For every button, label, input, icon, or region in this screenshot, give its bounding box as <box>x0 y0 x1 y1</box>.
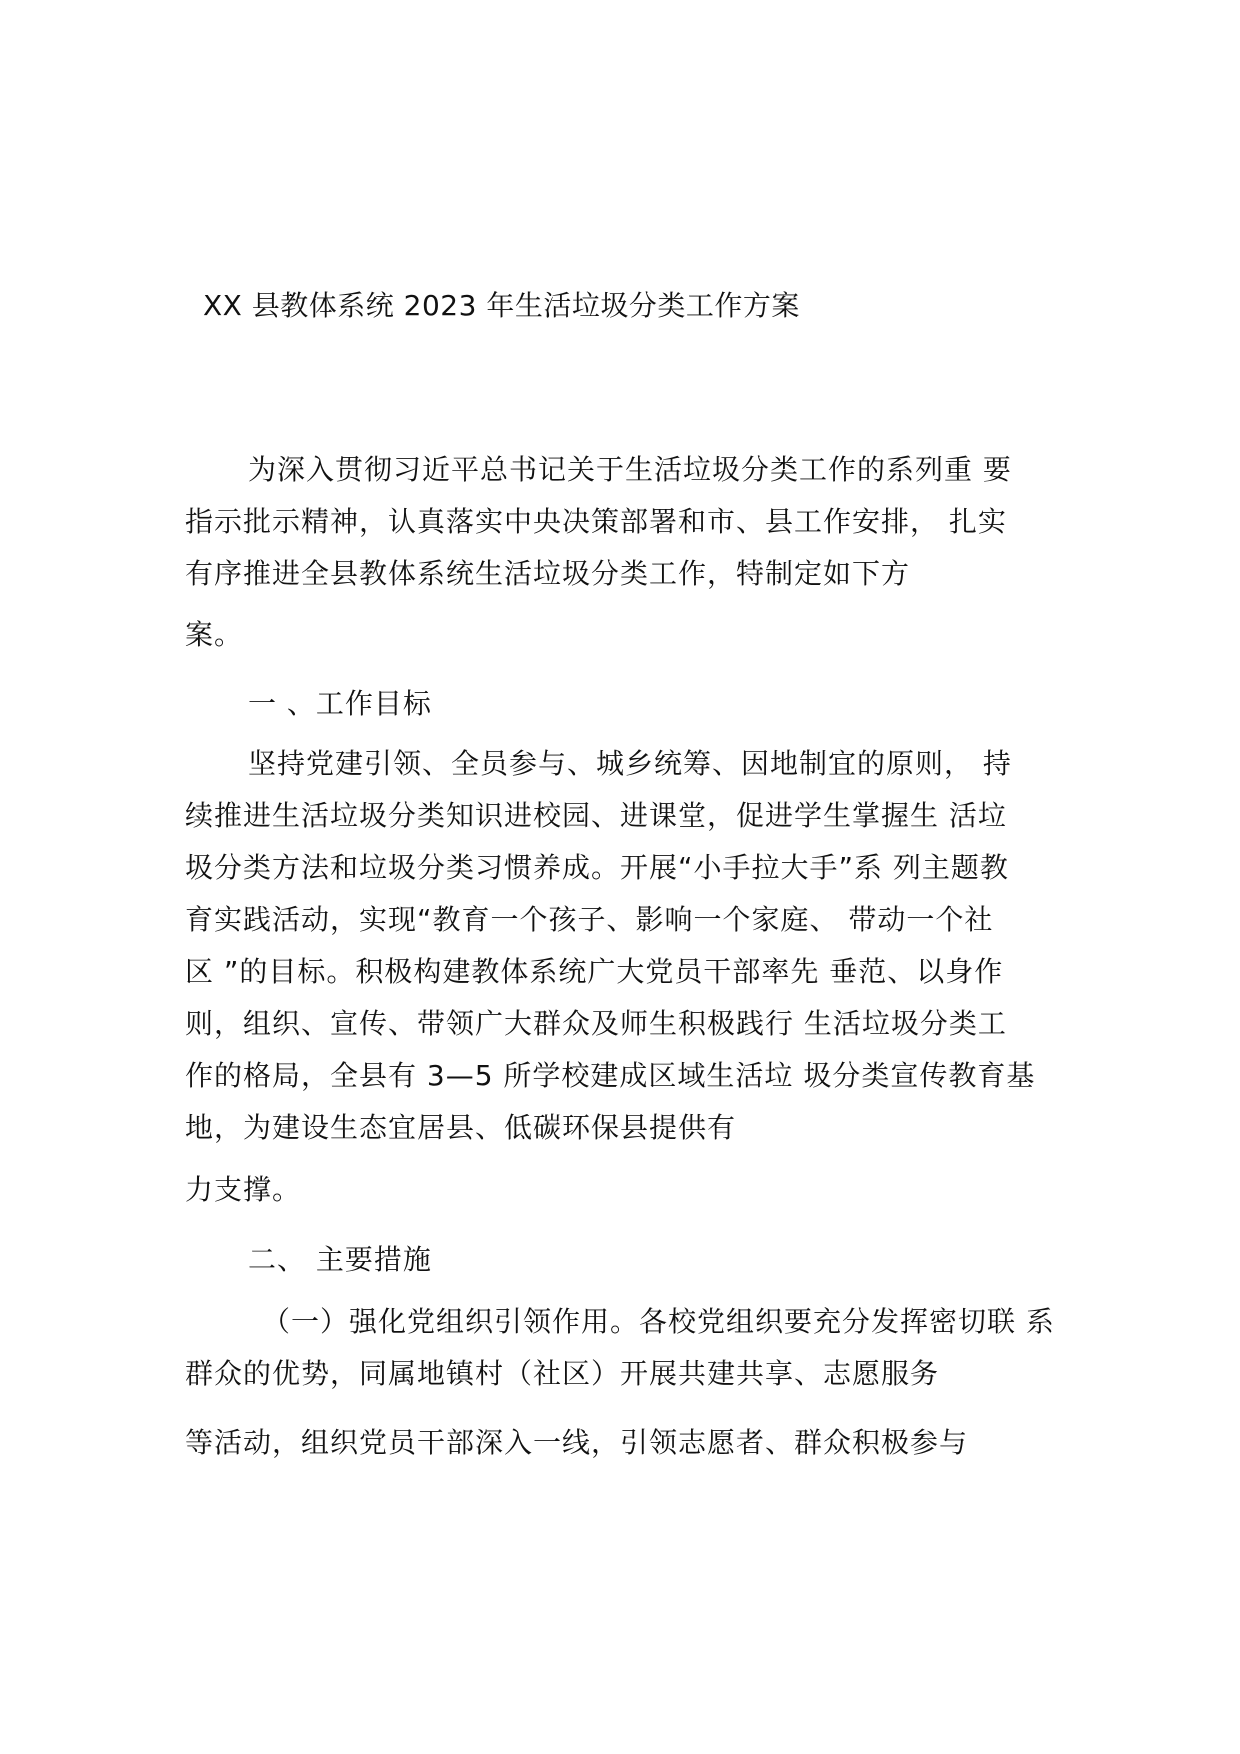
paragraph-line: 则，组织、宣传、带领广大群众及师生积极践行 生活垃圾分类工 <box>185 1007 1007 1040</box>
paragraph-line: 育实践活动，实现“教育一个孩子、影响一个家庭、 带动一个社 <box>185 903 994 936</box>
paragraph-line: 区 ”的目标。积极构建教体系统广大党员干部率先 垂范、以身作 <box>185 955 1004 988</box>
paragraph-line: 案。 <box>185 618 244 651</box>
paragraph-line: 续推进生活垃圾分类知识进校园、进课堂，促进学生掌握生 活垃 <box>185 799 1007 832</box>
paragraph-line: 坚持党建引领、全员参与、城乡统筹、因地制宜的原则， 持 <box>248 747 1012 780</box>
paragraph-line: （一）强化党组织引领作用。各校党组织要充分发挥密切联 系 <box>262 1305 1055 1338</box>
paragraph-line: 指示批示精神，认真落实中央决策部署和市、县工作安排， 扎实 <box>185 505 1007 538</box>
paragraph-line: 群众的优势，同属地镇村（社区）开展共建共享、志愿服务 <box>185 1357 940 1390</box>
paragraph-line: 力支撑。 <box>185 1173 302 1206</box>
paragraph-line: 作的格局，全县有 3—5 所学校建成区域生活垃 圾分类宣传教育基 <box>185 1059 1036 1092</box>
document-title: XX 县教体系统 2023 年生活垃圾分类工作方案 <box>203 289 800 322</box>
paragraph-line: 有序推进全县教体系统生活垃圾分类工作，特制定如下方 <box>185 557 911 590</box>
paragraph-line: 地，为建设生态宜居县、低碳环保县提供有 <box>185 1111 737 1144</box>
section-heading-1: 一 、工作目标 <box>248 687 432 720</box>
paragraph-line: 为深入贯彻习近平总书记关于生活垃圾分类工作的系列重 要 <box>248 453 1012 486</box>
paragraph-line: 圾分类方法和垃圾分类习惯养成。开展“小手拉大手”系 列主题教 <box>185 851 1009 884</box>
section-heading-2: 二、 主要措施 <box>248 1243 432 1276</box>
paragraph-line: 等活动，组织党员干部深入一线，引领志愿者、群众积极参与 <box>185 1426 969 1459</box>
